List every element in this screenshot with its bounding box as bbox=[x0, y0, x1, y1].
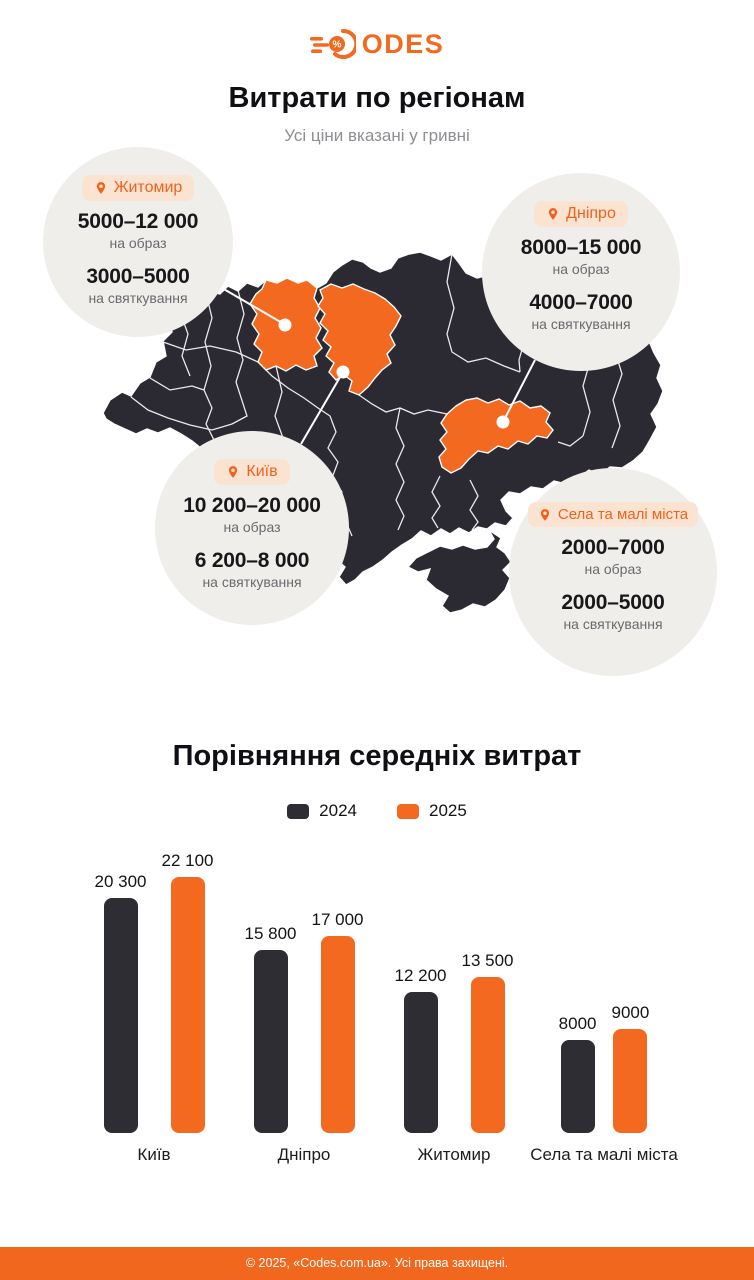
bar-group bbox=[79, 850, 229, 1164]
price-celebration-label: на святкування bbox=[531, 316, 631, 332]
category-label: Села та малі міста bbox=[530, 1145, 678, 1164]
price-celebration: 3000–5000 bbox=[86, 265, 190, 288]
bar-2025 bbox=[613, 1029, 647, 1133]
region-badge bbox=[214, 459, 289, 485]
regions-map-section bbox=[0, 150, 754, 710]
price-image-label: на образ bbox=[584, 561, 642, 577]
bar-2025 bbox=[471, 977, 505, 1133]
price-image: 5000–12 000 bbox=[77, 210, 199, 233]
svg-text:%: % bbox=[332, 39, 342, 51]
bar-2024 bbox=[104, 898, 138, 1133]
region-callout-kyiv bbox=[155, 431, 349, 625]
bar-value-label: 9000 bbox=[611, 1003, 650, 1022]
legend-item-2025 bbox=[397, 801, 467, 821]
region-callout-villages bbox=[509, 468, 717, 676]
price-image: 2000–7000 bbox=[561, 536, 665, 559]
price-image: 8000–15 000 bbox=[520, 236, 642, 259]
price-celebration-label: на святкування bbox=[88, 290, 188, 306]
price-celebration: 2000–5000 bbox=[561, 591, 665, 614]
legend-swatch-2024 bbox=[287, 804, 309, 819]
price-image-label: на образ bbox=[223, 519, 281, 535]
bar-value-label: 13 500 bbox=[461, 951, 514, 970]
bar-chart bbox=[79, 850, 679, 1164]
location-pin-icon bbox=[94, 181, 108, 195]
bar-2025 bbox=[171, 877, 205, 1133]
page-title: Витрати по регіонам bbox=[228, 82, 526, 114]
bar-value-label: 15 800 bbox=[244, 924, 297, 943]
region-name: Села та малі міста bbox=[557, 506, 689, 523]
region-name: Дніпро bbox=[566, 205, 616, 222]
bar-group bbox=[229, 850, 379, 1164]
region-callout-zhytomyr bbox=[43, 147, 233, 337]
bar-group bbox=[529, 850, 679, 1164]
page-subtitle: Усі ціни вказані у гривні bbox=[284, 126, 470, 145]
bar-2025 bbox=[321, 936, 355, 1133]
price-celebration-label: на святкування bbox=[202, 574, 302, 590]
location-pin-icon bbox=[546, 207, 560, 221]
brand-name: ODES bbox=[361, 28, 445, 59]
region-name: Київ bbox=[246, 463, 278, 480]
price-image: 10 200–20 000 bbox=[183, 494, 321, 517]
region-name: Житомир bbox=[113, 179, 183, 196]
bar-value-label: 12 200 bbox=[394, 966, 447, 985]
bar-value-label: 17 000 bbox=[311, 910, 364, 929]
bar-2024 bbox=[254, 950, 288, 1133]
price-image-label: на образ bbox=[109, 235, 167, 251]
legend-item-2024 bbox=[287, 801, 357, 821]
price-celebration-label: на святкування bbox=[563, 616, 663, 632]
bar-value-label: 8000 bbox=[558, 1014, 597, 1033]
bar-value-label: 22 100 bbox=[161, 851, 214, 870]
region-badge bbox=[528, 502, 698, 527]
region-badge bbox=[534, 201, 628, 227]
legend-label: 2024 bbox=[319, 801, 357, 820]
location-pin-icon bbox=[538, 508, 552, 522]
chart-title: Порівняння середніх витрат bbox=[172, 740, 582, 772]
price-celebration: 6 200–8 000 bbox=[194, 549, 310, 572]
bar-2024 bbox=[404, 992, 438, 1133]
category-label: Житомир bbox=[417, 1145, 491, 1164]
legend-swatch-2025 bbox=[397, 804, 419, 819]
bar-group bbox=[379, 850, 529, 1164]
category-label: Київ bbox=[137, 1145, 171, 1164]
percent-coin-icon bbox=[310, 26, 356, 62]
region-badge bbox=[82, 175, 195, 201]
price-image-label: на образ bbox=[552, 261, 610, 277]
brand-logo bbox=[0, 26, 754, 62]
map-region-crimea bbox=[408, 530, 511, 613]
bar-2024 bbox=[561, 1040, 595, 1133]
chart-legend bbox=[0, 801, 754, 821]
price-celebration: 4000–7000 bbox=[529, 291, 633, 314]
region-callout-dnipro bbox=[482, 173, 680, 371]
location-pin-icon bbox=[226, 465, 240, 479]
bar-value-label: 20 300 bbox=[94, 872, 147, 891]
legend-label: 2025 bbox=[429, 801, 467, 820]
category-label: Дніпро bbox=[277, 1145, 331, 1164]
footer-copyright: © 2025, «Codes.com.ua». Усі права захищені. bbox=[0, 1247, 754, 1280]
